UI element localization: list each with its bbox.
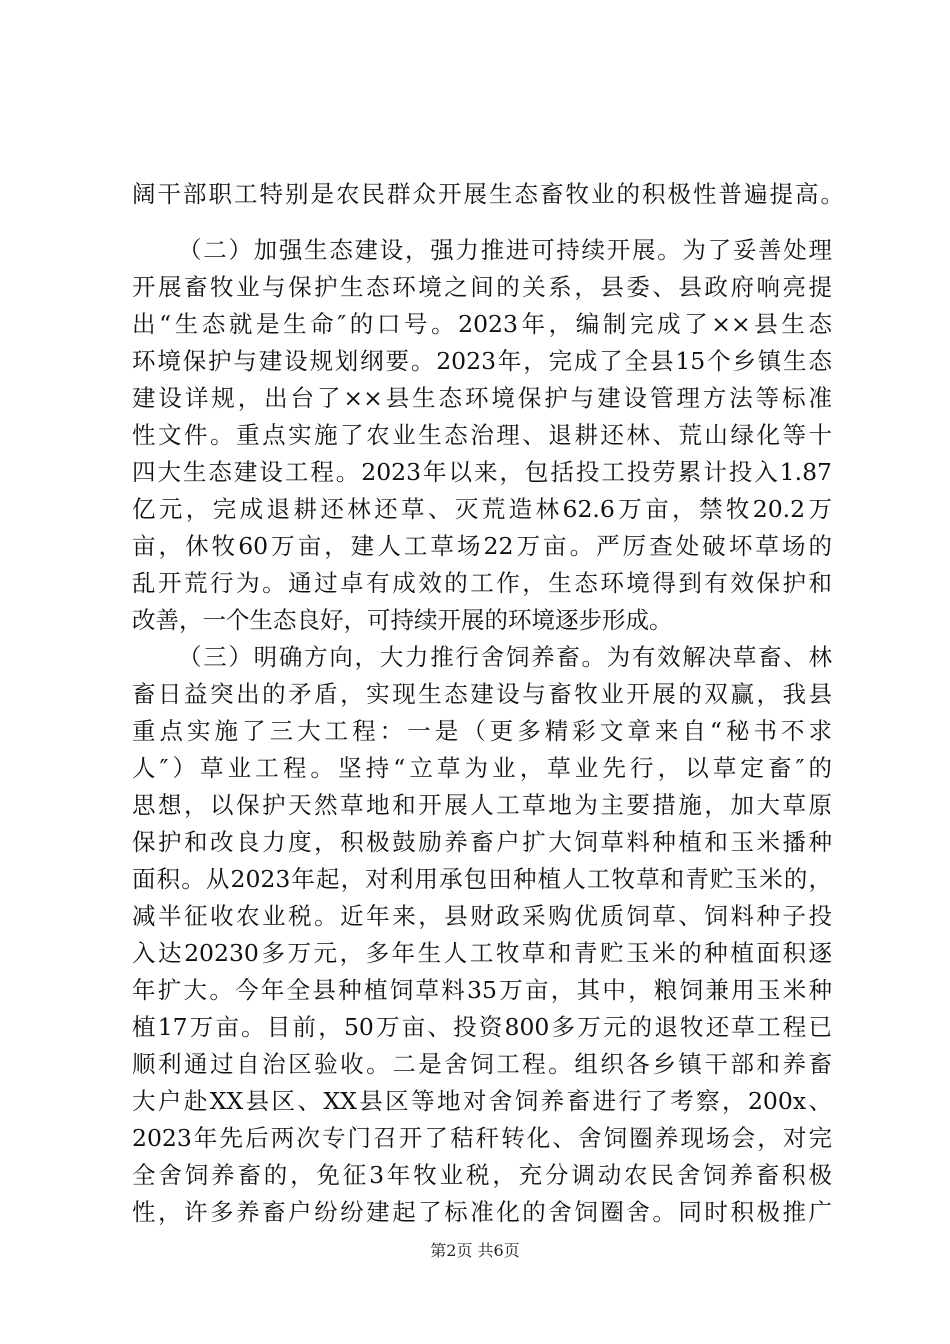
paragraph-line: 亩，休牧60万亩，建人工草场22万亩。严厉查处破坏草场的 <box>132 532 832 560</box>
paragraph-line: 亿元，完成退耕还林还草、灭荒造林62.6万亩，禁牧20.2万 <box>132 495 832 523</box>
paragraph-line: 全舍饲养畜的，免征3年牧业税，充分调动农民舍饲养畜积极 <box>132 1161 832 1189</box>
paragraph-line: 顺利通过自治区验收。二是舍饲工程。组织各乡镇干部和养畜 <box>132 1050 832 1078</box>
paragraph-line: 改善，一个生态良好，可持续开展的环境逐步形成。 <box>132 606 673 634</box>
paragraph-line: 年扩大。今年全县种植饲草料35万亩，其中，粮饲兼用玉米种 <box>132 976 832 1004</box>
paragraph-line: 出“生态就是生命″的口号。2023年，编制完成了××县生态 <box>132 310 832 338</box>
paragraph-line: 重点实施了三大工程：一是（更多精彩文章来自“秘书不求 <box>132 717 832 745</box>
paragraph-line: 大户赴XX县区、XX县区等地对舍饲养畜进行了考察，200x、 <box>132 1087 832 1115</box>
paragraph-line: 四大生态建设工程。2023年以来，包括投工投劳累计投入1.87 <box>132 458 832 486</box>
paragraph-line: 建设详规，出台了××县生态环境保护与建设管理方法等标准 <box>132 384 832 412</box>
paragraph-line: 畜日益突出的矛盾，实现生态建设与畜牧业开展的双赢，我县 <box>132 680 832 708</box>
paragraph-line: 性，许多养畜户纷纷建起了标准化的舍饲圈舍。同时积极推广 <box>132 1198 832 1226</box>
paragraph-line: 植17万亩。目前，50万亩、投资800多万元的退牧还草工程已 <box>132 1013 832 1041</box>
paragraph-line: 性文件。重点实施了农业生态治理、退耕还林、荒山绿化等十 <box>132 421 832 449</box>
paragraph-line: （三）明确方向，大力推行舍饲养畜。为有效解决草畜、林 <box>178 643 832 671</box>
page-number-footer: 第2页 共6页 <box>430 1241 520 1260</box>
paragraph-line: 2023年先后两次专门召开了秸秆转化、舍饲圈养现场会，对完 <box>132 1124 832 1152</box>
paragraph-line: （二）加强生态建设，强力推进可持续开展。为了妥善处理 <box>178 236 832 264</box>
paragraph-line: 开展畜牧业与保护生态环境之间的关系，县委、县政府响亮提 <box>132 273 832 301</box>
paragraph-line: 保护和改良力度，积极鼓励养畜户扩大饲草料种植和玉米播种 <box>132 828 832 856</box>
paragraph-line: 人″）草业工程。坚持“立草为业，草业先行，以草定畜″的 <box>132 754 832 782</box>
paragraph-line: 减半征收农业税。近年来，县财政采购优质饲草、饲料种子投 <box>132 902 832 930</box>
paragraph-line: 环境保护与建设规划纲要。2023年，完成了全县15个乡镇生态 <box>132 347 832 375</box>
paragraph-line: 阔干部职工特别是农民群众开展生态畜牧业的积极性普遍提高。 <box>132 180 844 208</box>
paragraph-line: 乱开荒行为。通过卓有成效的工作，生态环境得到有效保护和 <box>132 569 832 597</box>
paragraph-line: 面积。从2023年起，对利用承包田种植人工牧草和青贮玉米的， <box>132 865 832 893</box>
paragraph-line: 入达20230多万元，多年生人工牧草和青贮玉米的种植面积逐 <box>132 939 832 967</box>
paragraph-line: 思想，以保护天然草地和开展人工草地为主要措施，加大草原 <box>132 791 832 819</box>
